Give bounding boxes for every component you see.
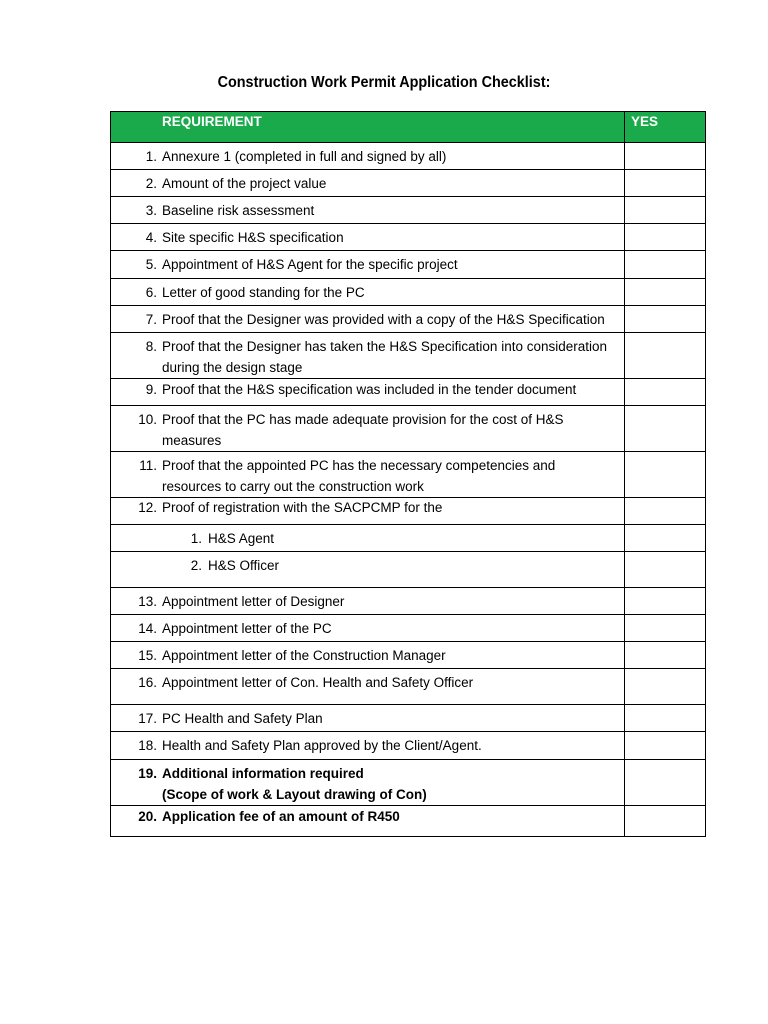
table-row [111, 379, 706, 406]
item-text: Letter of good standing for the PC [162, 285, 365, 300]
yes-cell[interactable] [625, 705, 706, 732]
table-row [111, 705, 706, 732]
item-text-secondary: (Scope of work & Layout drawing of Con) [162, 786, 427, 802]
checklist-table [110, 111, 706, 837]
table-row [111, 452, 706, 498]
table-row [111, 525, 706, 552]
item-text: Proof that the H&S specification was included in the tender document [162, 382, 577, 397]
table-row [111, 251, 706, 279]
table-row [111, 642, 706, 669]
item-text: Proof that the Designer has taken the H&S Specification into consideration during the design stage [162, 339, 608, 375]
item-text: Additional information required [162, 766, 364, 781]
item-number: 1. [145, 149, 157, 164]
yes-cell[interactable] [625, 251, 706, 279]
table-row [111, 615, 706, 642]
yes-cell[interactable] [625, 615, 706, 642]
yes-cell[interactable] [625, 224, 706, 251]
table-row [111, 197, 706, 224]
yes-cell[interactable] [625, 525, 706, 552]
table-row [111, 279, 706, 306]
item-text: Proof that the appointed PC has the necessary competencies and resources to carry out the construction work [162, 458, 556, 494]
item-text: Amount of the project value [162, 176, 327, 191]
sub-item-text: H&S Officer [208, 558, 280, 573]
item-text: Proof that the Designer was provided with a copy of the H&S Specification [162, 312, 605, 327]
item-number: 9. [145, 382, 157, 397]
yes-cell[interactable] [625, 143, 706, 170]
item-number: 3. [145, 203, 157, 218]
item-number: 17. [138, 711, 157, 726]
item-text: Site specific H&S specification [162, 230, 344, 245]
item-text: Application fee of an amount of R450 [162, 809, 400, 824]
yes-cell[interactable] [625, 306, 706, 333]
table-row [111, 224, 706, 251]
item-number: 20. [138, 809, 157, 824]
yes-header: YES [625, 112, 706, 143]
yes-cell[interactable] [625, 760, 706, 806]
item-text: Health and Safety Plan approved by the Client/Agent. [162, 738, 482, 753]
yes-cell[interactable] [625, 732, 706, 760]
item-number: 13. [138, 594, 157, 609]
item-number: 12. [138, 500, 157, 515]
table-row [111, 669, 706, 705]
document-title: Construction Work Permit Application Checklist: [217, 74, 551, 91]
sub-item-number: 2. [190, 558, 202, 573]
table-row [111, 143, 706, 170]
item-text: Appointment letter of the PC [162, 621, 332, 636]
yes-cell[interactable] [625, 170, 706, 197]
table-row [111, 306, 706, 333]
item-text: Proof that the PC has made adequate provision for the cost of H&S measures [162, 412, 564, 448]
yes-cell[interactable] [625, 588, 706, 615]
item-number: 19. [138, 766, 157, 781]
yes-cell[interactable] [625, 669, 706, 705]
yes-cell[interactable] [625, 552, 706, 588]
sub-item-text: H&S Agent [208, 531, 275, 546]
item-number: 15. [138, 648, 157, 663]
item-number: 10. [138, 412, 157, 427]
table-row [111, 588, 706, 615]
table-row [111, 552, 706, 588]
yes-cell[interactable] [625, 197, 706, 224]
item-text: Appointment of H&S Agent for the specific project [162, 257, 458, 272]
table-row [111, 760, 706, 806]
item-text: Annexure 1 (completed in full and signed by all) [162, 149, 447, 164]
item-text: Baseline risk assessment [162, 203, 315, 218]
item-number: 4. [145, 230, 157, 245]
item-text: Proof of registration with the SACPCMP for the [162, 500, 443, 515]
requirement-header: REQUIREMENT [111, 112, 625, 143]
table-row [111, 406, 706, 452]
item-number: 5. [145, 257, 157, 272]
item-number: 8. [145, 339, 157, 354]
yes-cell[interactable] [625, 806, 706, 837]
item-number: 2. [145, 176, 157, 191]
item-number: 6. [145, 285, 157, 300]
sub-item-number: 1. [190, 531, 202, 546]
item-number: 14. [138, 621, 157, 636]
yes-cell[interactable] [625, 379, 706, 406]
item-number: 16. [138, 675, 157, 690]
table-row [111, 732, 706, 760]
yes-cell[interactable] [625, 279, 706, 306]
item-number: 7. [145, 312, 157, 327]
item-text: Appointment letter of Con. Health and Safety Officer [162, 675, 474, 690]
yes-cell[interactable] [625, 498, 706, 525]
table-row [111, 170, 706, 197]
table-row [111, 333, 706, 379]
item-text: Appointment letter of the Construction Manager [162, 648, 446, 663]
yes-cell[interactable] [625, 406, 706, 452]
table-row [111, 806, 706, 837]
table-header-row [111, 112, 706, 143]
yes-cell[interactable] [625, 642, 706, 669]
item-number: 11. [139, 458, 157, 473]
item-number: 18. [138, 738, 157, 753]
yes-cell[interactable] [625, 452, 706, 498]
table-row [111, 498, 706, 525]
item-text: Appointment letter of Designer [162, 594, 345, 609]
yes-cell[interactable] [625, 333, 706, 379]
item-text: PC Health and Safety Plan [162, 711, 323, 726]
